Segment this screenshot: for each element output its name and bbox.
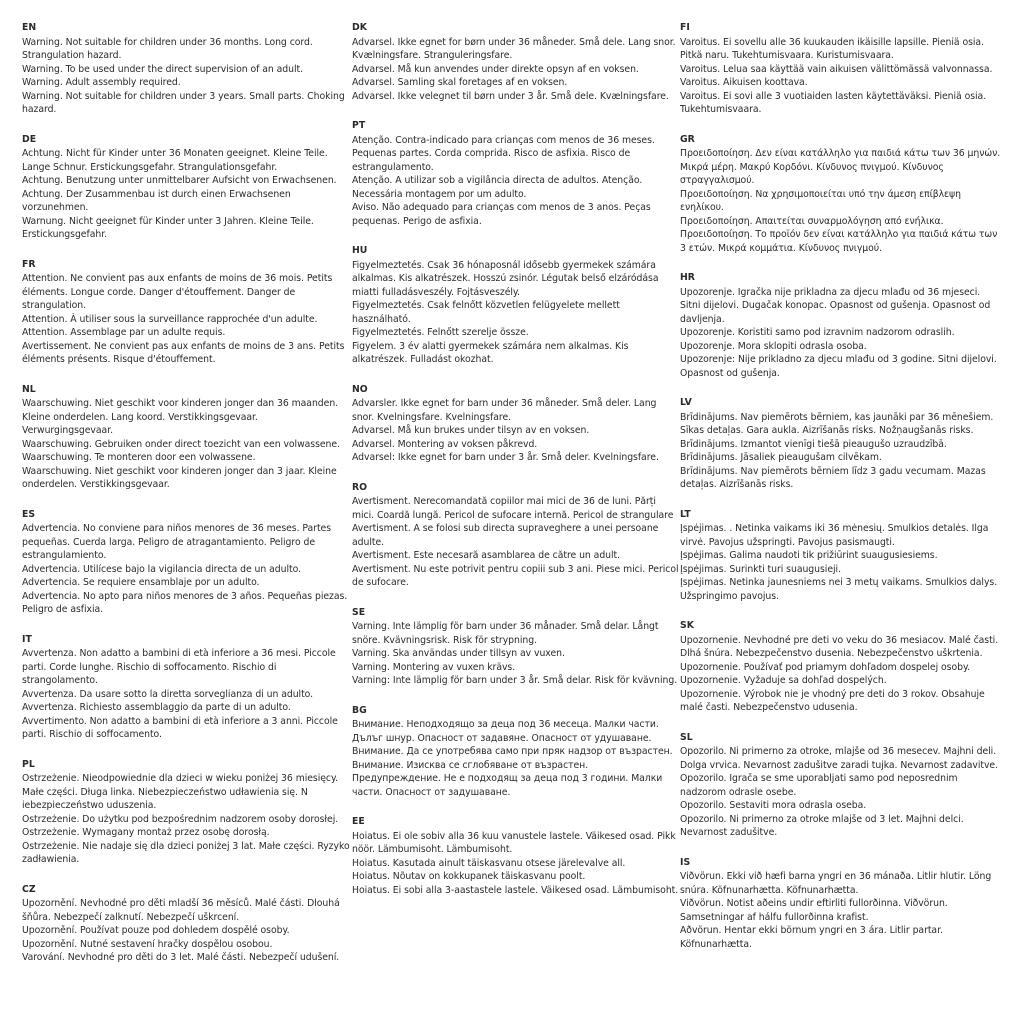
warning-text: Varning. Ska användas under tillsyn av vuxen. — [352, 648, 565, 659]
language-code: IS — [680, 856, 691, 868]
warning-text: Upozornenie. Výrobok nie je vhodný pre deti do 3 rokov. Obsahuje malé časti. Nebezpečenstvo udusenia. — [680, 688, 985, 713]
warning-text: Advarsel. Montering av voksen påkrevd. — [352, 438, 538, 450]
warning-text: Ostrzeżenie. Wymagany montaż przez osobę dorosłą. — [22, 827, 270, 838]
warning-text: Waarschuwing. Te monteren door een volwassene. — [22, 452, 256, 463]
language-code: DK — [352, 22, 367, 33]
language-section-sk — [680, 619, 1002, 715]
warning-text: Achtung. Benutzung unter unmittelbarer Aufsicht von Erwachsenen. — [22, 175, 337, 186]
language-section-cz — [22, 883, 350, 965]
warning-text: Avvertenza. Da usare sotto la diretta sorveglianza di un adulto. — [22, 688, 314, 700]
language-code: BG — [352, 704, 367, 716]
warning-text: Upozorenje. Koristiti samo pod izravnim nadzorom odraslih. — [680, 327, 955, 338]
language-code: HR — [680, 272, 695, 283]
warning-text: Varování. Nevhodné pro děti do 3 let. Malé části. Nebezpečí udušení. — [22, 952, 340, 963]
warning-text: Viðvörun. Notist aðeins undir eftirliti fullorðinna. Viðvörun. Samsetningar af hálfu fullorðinna krafist. — [680, 898, 948, 923]
warning-text: Warning. Not suitable for children under 36 months. Long cord. Strangulation hazard. — [22, 36, 313, 61]
warning-text: Hoiatus. Kasutada ainult täiskasvanu otsese järelevalve all. — [352, 857, 626, 869]
warning-text: Advertencia. No conviene para niños menores de 36 meses. Partes pequeñas. Cuerda larga. Peligro de atragantamiento. Peligro de estrangulamiento. — [22, 523, 332, 561]
language-section-hu — [352, 244, 680, 367]
warning-text: Opozorilo. Ni primerno za otroke, mlajše od 36 mesecev. Majhni deli. Dolga vrvica. Nevarnost zadušitve zaradi tujka. Nevarnost zadavitve. — [680, 746, 999, 771]
warning-text: Ostrzeżenie. Nie nadaje się dla dzieci poniżej 3 lat. Małe części. Ryzyko zadławienia. — [22, 840, 350, 865]
warning-text: Upozornění. Používat pouze pod dohledem dospělé osoby. — [22, 925, 290, 936]
warning-text: Įspėjimas. . Netinka vaikams iki 36 mėnesių. Smulkios detalės. Ilga virvė. Pavojus užspringti. Pavojus pasismaugti. — [680, 523, 989, 548]
language-section-en — [22, 21, 350, 117]
warning-text: Ostrzeżenie. Nieodpowiednie dla dzieci w wieku poniżej 36 miesięcy. Małe części. Długa linka. Niebezpieczeństwo udławienia się. N iebezpieczeństwo uduszenia. — [22, 773, 338, 811]
language-code: NL — [22, 383, 36, 395]
language-code: FI — [680, 22, 690, 33]
warning-text: Figyelmeztetés. Csak felnőtt közvetlen felügyelete mellett használható. — [352, 300, 620, 325]
warning-text: Προειδοποίηση. Να χρησιμοποιείται υπό την άμεση επίβλεψη ενηλίκου. — [680, 188, 961, 213]
warning-text: Įspėjimas. Surinkti turi suaugusieji. — [680, 563, 841, 575]
warning-text: Aviso. Não adequado para crianças com menos de 3 anos. Peças pequenas. Perigo de asfixia. — [352, 202, 651, 227]
warning-text: Varoitus. Ei sovi alle 3 vuotiaiden lasten käytettäväksi. Pieniä osia. Tukehtumisvaara. — [680, 90, 987, 115]
language-section-lv — [680, 396, 1002, 492]
language-section-hr — [680, 271, 1002, 380]
language-code: GR — [680, 133, 695, 145]
warning-text: Achtung. Nicht für Kinder unter 36 Monaten geeignet. Kleine Teile. Lange Schnur. Erstickungsgefahr. Strangulationsgefahr. — [22, 148, 328, 173]
language-code: HU — [352, 245, 368, 256]
warning-text: Attention. Ne convient pas aux enfants de moins de 36 mois. Petits éléments. Longue corde. Danger d'étouffement. Danger de strangulation. — [22, 273, 333, 311]
warning-text: Opozorilo. Sestaviti mora odrasla oseba. — [680, 800, 867, 811]
warning-text: Warning. Adult assembly required. — [22, 77, 181, 88]
warning-text: Advarsel. Må kun brukes under tilsyn av en voksen. — [352, 425, 590, 436]
warning-text: Attention. Assemblage par un adulte requis. — [22, 327, 226, 338]
warning-text: Avertisment. A se folosi sub directa supraveghere a unei persoane adulte. — [352, 523, 659, 548]
language-section-se — [352, 606, 680, 688]
warning-text: Avertissement. Ne convient pas aux enfants de moins de 3 ans. Petits éléments présents. Risque d'étouffement. — [22, 340, 345, 365]
language-code: IT — [22, 633, 32, 645]
language-section-dk — [352, 21, 680, 103]
language-section-pt — [352, 119, 680, 228]
warning-text: Advarsel. Ikke velegnet til børn under 3 år. Små dele. Kvælningsfare. — [352, 90, 669, 102]
language-code: EE — [352, 816, 365, 827]
warning-text: Avvertimento. Non adatto a bambini di età inferiore a 3 anni. Piccole parti. Rischio di soffocamento. — [22, 715, 338, 740]
warning-text: Waarschuwing. Niet geschikt voor kinderen jonger dan 36 maanden. Kleine onderdelen. Lang koord. Verstikkingsgevaar. Verwurgingsgevaar. — [22, 398, 339, 436]
language-section-nl — [22, 383, 350, 492]
language-section-es — [22, 508, 350, 617]
warning-text: Προειδοποίηση. Το προϊόν δεν είναι κατάλληλο για παιδιά κάτω των 3 ετών. Μικρά κομμάτια. Κίνδυνος πνιγμού. — [680, 229, 998, 254]
warning-text: Atenção. A utilizar sob a vigilância directa de adultos. Atenção. Necessária montagem por um adulto. — [352, 175, 643, 200]
language-code: DE — [22, 133, 37, 145]
warning-text: Avvertenza. Richiesto assemblaggio da parte di un adulto. — [22, 702, 291, 713]
warning-text: Opozorilo. Ni primerno za otroke mlajše od 3 let. Majhni delci. Nevarnost zadušitve. — [680, 813, 964, 838]
language-section-bg — [352, 704, 680, 800]
column-1 — [22, 21, 350, 1024]
language-code: RO — [352, 481, 368, 493]
language-code: LV — [680, 397, 692, 408]
warning-text: Upozorenje: Nije prikladno za djecu mlađu od 3 godine. Sitni dijelovi. Opasnost od gušenja. — [680, 354, 997, 379]
language-section-no — [352, 383, 680, 465]
warning-text: Προειδοποίηση. Δεν είναι κατάλληλο για παιδιά κάτω των 36 μηνών. Μικρά μέρη. Μακρύ Κορδόνι. Κίνδυνος πνιγμού. Κίνδυνος στραγγαλισμού. — [680, 148, 1001, 186]
warning-text: Varning. Montering av vuxen krävs. — [352, 661, 516, 673]
language-code: FR — [22, 258, 36, 270]
language-section-gr — [680, 133, 1002, 256]
language-code: CZ — [22, 883, 36, 895]
language-code: PT — [352, 120, 366, 131]
warning-text: Figyelem. 3 év alatti gyermekek számára nem alkalmas. Kis alkatrészek. Fulladást okozhat. — [352, 340, 629, 365]
warning-text: Varning: Inte lämplig för barn under 3 år. Små delar. Risk för kvävning. — [352, 675, 678, 686]
language-code: PL — [22, 758, 35, 770]
warning-text: Varning. Inte lämplig för barn under 36 månader. Små delar. Långt snöre. Kvävningsrisk. Risk för strypning. — [352, 621, 659, 646]
warning-text: Advarsel. Samling skal foretages af en voksen. — [352, 77, 568, 88]
language-code: EN — [22, 22, 37, 33]
warning-text: Avertisment. Nu este potrivit pentru copiii sub 3 ani. Piese mici. Pericol de sufocare. — [352, 563, 679, 588]
warning-text: Upozornenie. Nevhodné pre deti vo veku do 36 mesiacov. Malé časti. Dlhá šnúra. Nebezpečenstvo dusenia. Nebezpečenstvo uškrtenia. — [680, 634, 999, 659]
warning-text: Attention. À utiliser sous la surveillance rapprochée d'un adulte. — [22, 313, 318, 325]
warning-text: Įspėjimas. Netinka jaunesniems nei 3 metų vaikams. Smulkios dalys. Užspringimo pavojus. — [680, 577, 998, 602]
warning-text: Opozorilo. Igrača se sme uporabljati samo pod neposrednim nadzorom odrasle osebe. — [680, 773, 958, 798]
warning-text: Figyelmeztetés. Csak 36 hónaposnál idősebb gyermekek számára alkalmas. Kis alkatrészek. Hosszú zsinór. Légutak belső elzáródása miatti fulladásveszély. Fojtásveszély. — [352, 259, 659, 298]
language-code: SE — [352, 606, 366, 618]
warning-text: Advarsler. Ikke egnet for barn under 36 måneder. Små deler. Lang snor. Kvelningsfare. Kvelningsfare. — [352, 398, 657, 423]
language-section-lt — [680, 508, 1002, 604]
warning-text: Upozornění. Nutné sestavení hračky dospělou osobou. — [22, 938, 273, 950]
language-section-fi — [680, 21, 1002, 117]
warning-text: Varoitus. Aikuisen koottava. — [680, 77, 808, 88]
warning-text: Advertencia. Utilícese bajo la vigilancia directa de un adulto. — [22, 563, 301, 575]
language-section-sl — [680, 731, 1002, 840]
warning-text: Hoiatus. Ei ole sobiv alla 36 kuu vanustele lastele. Väikesed osad. Pikk nöör. Lämbumisoht. Lämbumisoht. — [352, 830, 676, 855]
language-code: SK — [680, 620, 694, 631]
warning-text: Hoiatus. Ei sobi alla 3-aastastele lastele. Väikesed osad. Lämbumisoht. — [352, 884, 679, 896]
warning-text: Advertencia. No apto para niños menores de 3 años. Pequeñas piezas. Peligro de asfixia. — [22, 590, 348, 615]
warning-text: Внимание. Да се употребява само при пряк надзор от възрастен. — [352, 746, 673, 757]
warning-text: Figyelmeztetés. Felnőtt szerelje össze. — [352, 327, 529, 338]
warning-text: Warning. Not suitable for children under 3 years. Small parts. Choking hazard. — [22, 90, 345, 115]
warning-text: Advertencia. Se requiere ensamblaje por un adulto. — [22, 577, 260, 588]
warning-text: Brīdinājums. Nav piemērots bērniem līdz 3 gadu vecumam. Mazas detaļas. Aizrīšanās risks. — [680, 465, 986, 490]
warning-text: Warnung. Nicht geeignet für Kinder unter 3 Jahren. Kleine Teile. Erstickungsgefahr. — [22, 215, 314, 240]
warning-text: Waarschuwing. Niet geschikt voor kinderen jonger dan 3 jaar. Kleine onderdelen. Verstikkingsgevaar. — [22, 465, 337, 490]
warning-text: Предупреждение. Не е подходящ за деца под 3 години. Малки части. Опасност от задушаване. — [352, 773, 663, 798]
warning-text: Brīdinājums. Jāsaliek pieaugušam cilvēkam. — [680, 452, 882, 463]
language-section-de — [22, 133, 350, 242]
warning-text: Upozorenje. Mora sklopiti odrasla osoba. — [680, 340, 867, 352]
warning-text: Ostrzeżenie. Do użytku pod bezpośrednim nadzorem osoby dorosłej. — [22, 813, 339, 825]
language-section-pl — [22, 758, 350, 867]
warning-text: Внимание. Неподходящо за деца под 36 месеца. Малки части. Дълъг шнур. Опасност от задавяне. Опасност от удушаване. — [352, 719, 659, 744]
warning-text: Viðvörun. Ekki við hæfi barna yngri en 36 mánaða. Litlir hlutir. Löng snúra. Köfnunarhætta. Köfnunarhætta. — [680, 871, 992, 896]
warning-text: Avvertenza. Non adatto a bambini di età inferiore a 36 mesi. Piccole parti. Corde lunghe. Rischio di soffocamento. Rischio di strangolamento. — [22, 648, 336, 686]
language-code: NO — [352, 383, 368, 395]
language-section-ro — [352, 481, 680, 590]
warning-text: Avertisment. Este necesară asamblarea de către un adult. — [352, 550, 621, 561]
language-section-ee — [352, 815, 680, 897]
warning-text: Upozorenje. Igračka nije prikladna za djecu mlađu od 36 mjeseci. Sitni dijelovi. Dugačak konopac. Opasnost od gušenja. Opasnost od davljenja. — [680, 286, 991, 325]
warning-text: Varoitus. Lelua saa käyttää vain aikuisen välittömässä valvonnassa. — [680, 63, 993, 75]
language-section-it — [22, 633, 350, 742]
language-code: ES — [22, 508, 36, 520]
warning-text: Внимание. Изисква се сглобяване от възрастен. — [352, 759, 589, 771]
warning-text: Advarsel: Ikke egnet for barn under 3 år. Små deler. Kvelningsfare. — [352, 452, 659, 463]
warning-text: Atenção. Contra-indicado para crianças com menos de 36 meses. Pequenas partes. Corda comprida. Risco de asfixia. Risco de estrangulamento. — [352, 134, 655, 173]
warning-text: Advarsel. Må kun anvendes under direkte opsyn af en voksen. — [352, 63, 639, 75]
warning-text: Upozornenie. Používať pod priamym dohľadom dospelej osoby. — [680, 661, 970, 673]
warning-text: Upozornenie. Vyžaduje sa dohľad dospelých. — [680, 675, 887, 686]
warning-text: Warning. To be used under the direct supervision of an adult. — [22, 63, 304, 75]
warning-text: Waarschuwing. Gebruiken onder direct toezicht van een volwassene. — [22, 438, 340, 450]
warning-text: Achtung. Der Zusammenbau ist durch einen Erwachsenen vorzunehmen. — [22, 188, 291, 213]
warning-text: Brīdinājums. Izmantot vienīgi tiešā pieaugušo uzraudzībā. — [680, 438, 947, 450]
language-section-fr — [22, 258, 350, 367]
warning-text: Aðvörun. Hentar ekki börnum yngri en 3 ára. Litlir partar. Köfnunarhætta. — [680, 925, 943, 950]
column-3 — [680, 21, 1002, 1024]
warning-text: Hoiatus. Nõutav on kokkupanek täiskasvanu poolt. — [352, 871, 586, 882]
column-2 — [352, 21, 680, 1024]
warning-text: Įspėjimas. Galima naudoti tik prižiūrint suaugusiesiems. — [680, 550, 938, 561]
warning-text: Brīdinājums. Nav piemērots bērniem, kas jaunāki par 36 mēnešiem. Sīkas detaļas. Gara aukla. Aizrīšanās risks. Nožņaugšanās risks. — [680, 411, 994, 436]
warning-text: Advarsel. Ikke egnet for børn under 36 måneder. Små dele. Lang snor. Kvælningsfare. Stranguleringsfare. — [352, 36, 676, 61]
warning-text: Προειδοποίηση. Απαιτείται συναρμολόγηση από ενήλικα. — [680, 215, 944, 227]
warning-text: Avertisment. Nerecomandată copiilor mai mici de 36 de luni. Părți mici. Coardă lungă. Pericol de sufocare internă. Pericol de strangulare — [352, 496, 674, 521]
language-code: LT — [680, 508, 691, 520]
language-code: SL — [680, 731, 693, 743]
warning-text: Upozornění. Nevhodné pro děti mladší 36 měsíců. Malé části. Dlouhá šňůra. Nebezpečí zalknutí. Nebezpečí uškrcení. — [22, 898, 340, 923]
warning-text: Varoitus. Ei sovellu alle 36 kuukauden ikäisille lapsille. Pieniä osia. Pitkä naru. Tukehtumisvaara. Kuristumisvaara. — [680, 36, 984, 61]
language-section-is — [680, 856, 1002, 952]
